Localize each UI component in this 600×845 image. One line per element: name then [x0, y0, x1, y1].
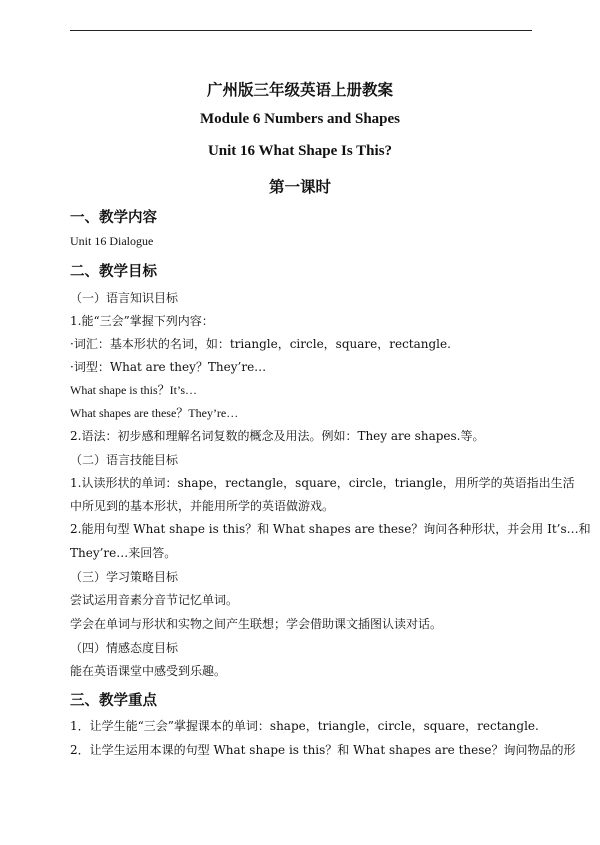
paragraph-line: 2.能用句型 What shape is this？和 What shapes are these？询问各种形状，并会用 It’s…和 [70, 522, 591, 536]
paragraph-line: 学会在单词与形状和实物之间产生联想；学会借助课文插图认读对话。 [70, 617, 443, 631]
module-title: Module 6 Numbers and Shapes [199, 111, 401, 127]
section-heading-key-points: 三、教学重点 [70, 692, 157, 709]
paragraph-line: ·词型：What are they？They’re… [70, 360, 267, 374]
subheading-language-skills: （二）语言技能目标 [70, 453, 179, 467]
subheading-learning-strategy: （三）学习策略目标 [70, 570, 179, 584]
document-title: 广州版三年级英语上册教案 [206, 80, 393, 99]
paragraph-line: 2.语法：初步感和理解名词复数的概念及用法。例如：They are shapes.等。 [70, 429, 485, 443]
paragraph-line: They’re…来回答。 [70, 546, 177, 560]
paragraph-line: 1.能“三会”掌握下列内容： [70, 314, 214, 328]
subheading-language-knowledge: （一）语言知识目标 [70, 291, 179, 305]
paragraph-line: 能在英语课堂中感受到乐趣。 [70, 664, 227, 678]
paragraph-line: 中所见到的基本形状，并能用所学的英语做游戏。 [70, 499, 335, 513]
paragraph-line: 尝试运用音素分音节记忆单词。 [70, 593, 239, 607]
header-rule [70, 30, 532, 31]
subheading-attitude: （四）情感态度目标 [70, 641, 179, 655]
paragraph-line: 1.认读形状的单词：shape，rectangle，square，circle，triangle，用所学的英语指出生活 [70, 476, 575, 490]
paragraph-line: ·词汇：基本形状的名词，如：triangle，circle，square，rectangle. [70, 337, 451, 351]
section-heading-content: 一、教学内容 [70, 209, 157, 226]
paragraph-line: 1．让学生能“三会”掌握课本的单词：shape，triangle，circle，square，rectangle. [70, 719, 539, 733]
paragraph-line: 2．让学生运用本课的句型 What shape is this？和 What shapes are these？询问物品的形 [70, 743, 576, 757]
content-text: Unit 16 Dialogue [70, 234, 154, 248]
paragraph-line: What shapes are these？They’re… [70, 406, 239, 420]
lesson-title: 第一课时 [268, 177, 331, 196]
unit-title: Unit 16 What Shape Is This? [207, 143, 393, 159]
section-heading-objectives: 二、教学目标 [70, 263, 157, 280]
paragraph-line: What shape is this？It’s… [70, 383, 197, 397]
